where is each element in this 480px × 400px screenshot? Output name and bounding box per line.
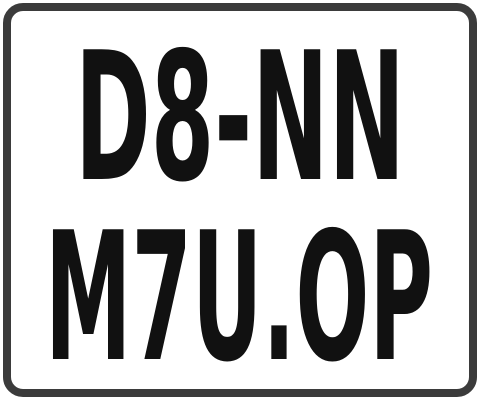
license-plate: [3, 3, 477, 397]
plate-line-2: M7U.OP: [45, 194, 433, 389]
plate-line-1: D8-NN: [75, 14, 405, 221]
plate-lettering: [11, 11, 469, 389]
